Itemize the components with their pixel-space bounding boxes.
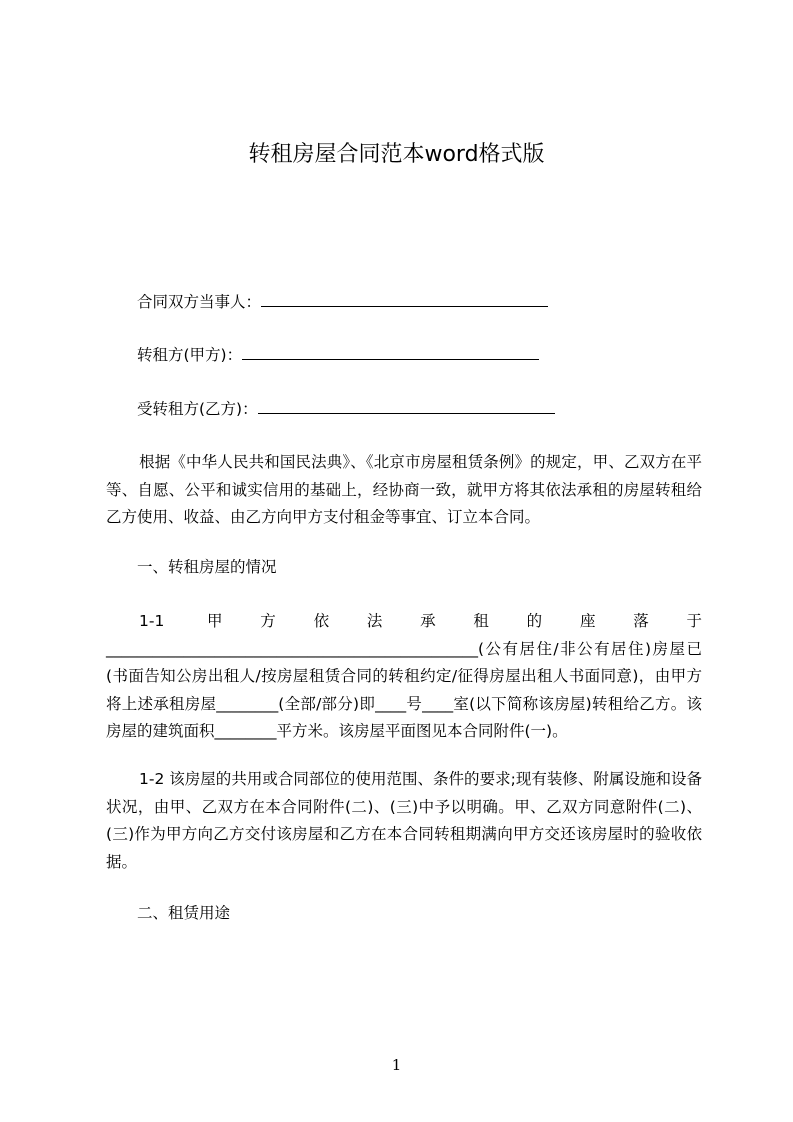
party-b-field	[137, 399, 555, 419]
parties-blank-line	[261, 292, 548, 307]
clause-1-1-paragraph	[106, 608, 702, 746]
party-b-label: 受转租方(乙方)：	[137, 400, 258, 418]
document-title: 转租房屋合同范本word格式版	[248, 142, 545, 167]
party-a-label: 转租方(甲方)：	[137, 346, 243, 364]
intro-text: 根据《中华人民共和国民法典》、《北京市房屋租赁条例》的规定，甲、乙双方在平等、自愿、公平和诚实信用的基础上，经协商一致，就甲方将其依法承租的房屋转租给乙方使用、收益、由乙方向甲方支付租金等事宜、订立本合同。	[106, 453, 702, 526]
party-b-blank-line	[258, 399, 555, 414]
parties-label: 合同双方当事人：	[137, 293, 262, 311]
page-number: 1	[391, 1056, 402, 1074]
clause-1-1-text: 1-1 甲方依法承租的座落于________________________________________________(公有居住/非公有居住)房屋已(书面告知公房出租人/按房屋租赁合同的转租约定/征得房屋出租人书面同意)，由甲方将上述承租房屋________(全部/部分)即____号____室(以下简称该房屋)转租给乙方。该房屋的建筑面积________平方米。该房屋平面图见本合同附件(一)。	[106, 612, 702, 740]
party-a-field	[137, 345, 539, 365]
parties-field	[137, 292, 548, 312]
clause-1-2-text: 1-2 该房屋的共用或合同部位的使用范围、条件的要求;现有装修、附属设施和设备状况，由甲、乙双方在本合同附件(二)、(三)中予以明确。甲、乙双方同意附件(二)、(三)作为甲方向乙方交付该房屋和乙方在本合同转租期满向甲方交还该房屋时的验收依据。	[106, 770, 702, 871]
section-1-heading: 一、转租房屋的情况	[137, 558, 277, 576]
section-2-heading: 二、租赁用途	[137, 904, 231, 922]
clause-1-2-paragraph	[106, 766, 702, 876]
intro-paragraph	[106, 449, 702, 532]
party-a-blank-line	[242, 345, 539, 360]
